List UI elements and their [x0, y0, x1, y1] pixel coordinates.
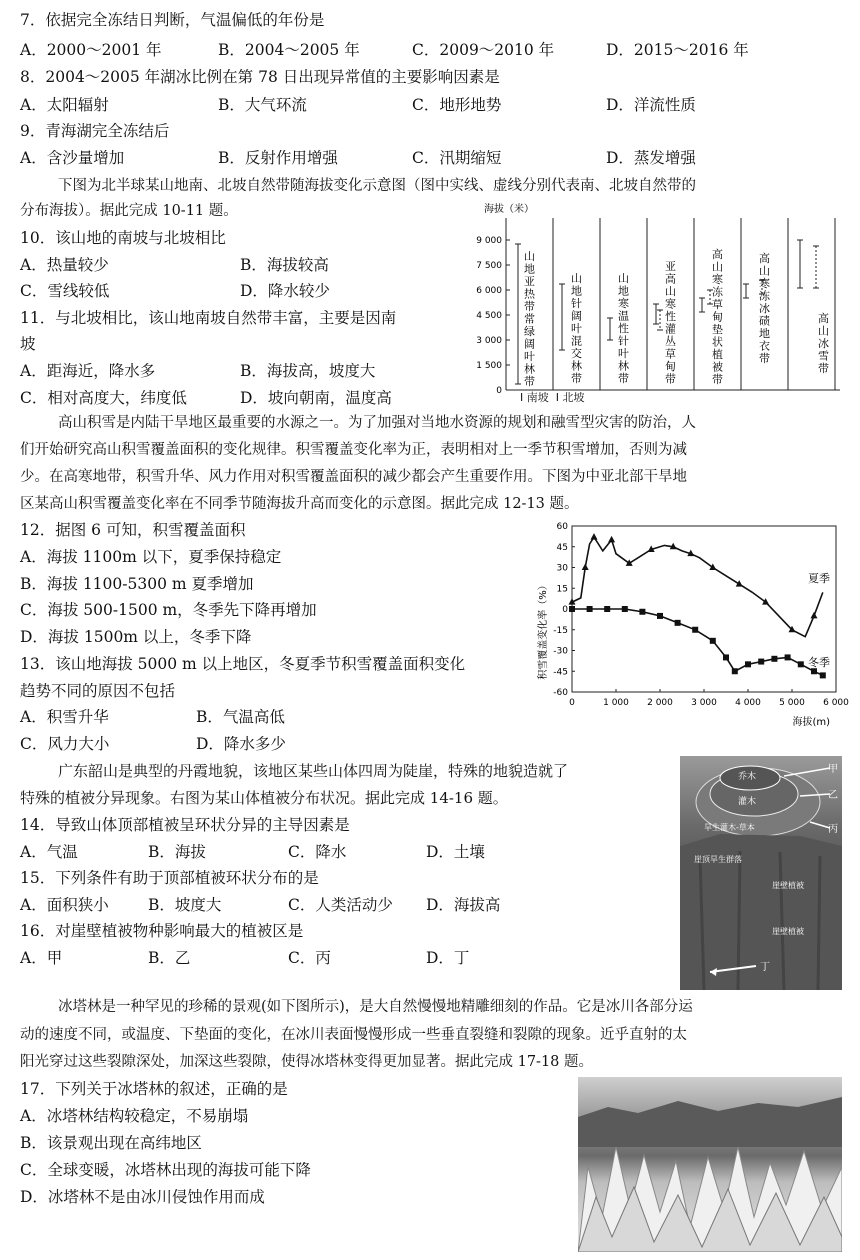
- chart-ytick-label: 0: [562, 605, 568, 615]
- chart-ylabel: 积雪覆盖变化率（%）: [538, 580, 549, 680]
- summer-point: [709, 564, 716, 571]
- chart-ytick-label: -30: [553, 646, 568, 657]
- winter-point: [710, 638, 716, 644]
- q15-option-b: B．坡度大: [148, 896, 222, 914]
- q16-option-c: C．丙: [288, 949, 331, 967]
- cliff-wall-label-1: 崖壁植被: [772, 881, 804, 890]
- chart-ytick-label: 60: [556, 522, 568, 532]
- chart-ytick-label: -15: [553, 625, 568, 636]
- winter-point: [657, 613, 663, 619]
- belt-label: 高山寒冻冰碛地衣带: [759, 252, 770, 365]
- chart-xlabel: 海拔(m): [792, 717, 830, 728]
- intro3-line2: 特殊的植被分异现象。右图为某山体植被分布状况。据此完成 14-16 题。: [20, 789, 508, 807]
- tag-ding: 丁: [760, 962, 770, 973]
- q7-option-c: C．2009～2010 年: [412, 41, 555, 59]
- fig1-legend: [520, 388, 585, 408]
- chart-ytick-label: -60: [553, 688, 568, 698]
- chart-ytick-label: 45: [556, 542, 568, 553]
- q10-option-a: A．热量较少: [20, 256, 109, 274]
- q17-option-a: A．冰塔林结构较稳定，不易崩塌: [20, 1107, 249, 1125]
- q15-option-c: C．人类活动少: [288, 896, 393, 914]
- tag-bing: 丙: [828, 824, 838, 835]
- q14-option-c: C．降水: [288, 843, 347, 861]
- q14-option-b: B．海拔: [148, 843, 206, 861]
- chart-ytick-label: -45: [553, 667, 568, 678]
- ice-pinnacle-photo: [578, 1077, 842, 1252]
- winter-point: [820, 672, 826, 678]
- tag-jia: 甲: [828, 764, 838, 775]
- fig1-ytick-label: 0: [496, 386, 502, 396]
- q11-option-b: B．海拔高，坡度大: [240, 362, 376, 380]
- winter-point: [622, 606, 628, 612]
- fig1-legend-south: 南坡: [526, 391, 549, 404]
- winter-point: [811, 668, 817, 674]
- chart-xtick-label: 5 000: [779, 698, 805, 708]
- intro4-line1: 冰塔林是一种罕见的珍稀的景观(如下图所示)，是大自然慢慢地精雕细刻的作品。它是冰川各部分运: [58, 999, 693, 1015]
- q11-option-d: D．坡向朝南，温度高: [240, 389, 392, 407]
- north-slope-legend-icon: Ι: [555, 391, 559, 404]
- q15-option-a: A．面积狭小: [20, 896, 109, 914]
- series-line-summer: [572, 537, 823, 637]
- q8-option-d: D．洋流性质: [606, 96, 696, 114]
- q17-option-c: C．全球变暖，冰塔林出现的海拔可能下降: [20, 1161, 311, 1179]
- q17-stem: 17．下列关于冰塔林的叙述，正确的是: [20, 1080, 288, 1098]
- q10-stem: 10．该山地的南坡与北坡相比: [20, 229, 226, 247]
- chart-xtick-label: 1 000: [603, 698, 629, 708]
- south-slope-legend-icon: Ι: [520, 391, 524, 404]
- fig1-ytick-label: 7 500: [476, 261, 502, 271]
- snow-cover-chart: [530, 520, 850, 732]
- q13-stem-line1: 13．该山地海拔 5000 m 以上地区，冬夏季节积雪覆盖面积变化: [20, 655, 466, 673]
- winter-point: [798, 661, 804, 667]
- belt-label: 山地针阔叶混交林带: [571, 272, 582, 385]
- chart-xtick-label: 3 000: [691, 698, 717, 708]
- fig1-legend-north: 北坡: [562, 391, 585, 404]
- winter-point: [771, 656, 777, 662]
- chart-xtick-label: 0: [569, 698, 575, 708]
- cliff-top-label: 崖顶旱生群落: [694, 855, 742, 864]
- intro2-line4: 区某高山积雪覆盖变化率在不同季节随海拔升高而变化的示意图。据此完成 12-13 题。: [20, 496, 579, 512]
- fig1-ylabel: 海拔（米）: [484, 204, 534, 215]
- chart-xtick-label: 4 000: [735, 698, 761, 708]
- q9-option-c: C．汛期缩短: [412, 149, 502, 167]
- q7-stem: 7．依据完全冻结日判断，气温偏低的年份是: [20, 11, 325, 29]
- cliff-wall-label-2: 崖壁植被: [772, 927, 804, 936]
- belt-label: 高山冰雪带: [818, 312, 829, 375]
- tag-yi: 乙: [828, 790, 838, 801]
- ring-label-dry-shrub-herb: 旱生灌木-草本: [704, 823, 755, 832]
- q9-stem: 9．青海湖完全冻结后: [20, 122, 170, 140]
- q10-option-c: C．雪线较低: [20, 282, 110, 300]
- fig1-ytick-label: 4 500: [476, 311, 502, 321]
- series-label-summer: 夏季: [808, 572, 830, 585]
- summer-point: [591, 533, 598, 540]
- fig1-ytick-label: 6 000: [476, 286, 502, 296]
- q14-option-a: A．气温: [20, 843, 78, 861]
- summer-point: [762, 598, 769, 605]
- belt-label: 高山寒冻草甸垫状植被带: [712, 248, 723, 386]
- winter-point: [604, 606, 610, 612]
- winter-point: [569, 606, 575, 612]
- intro4-line2: 动的速度不同，或温度、下垫面的变化，在冰川表面慢慢形成一些垂直裂缝和裂隙的现象。近乎直射的太: [20, 1027, 687, 1043]
- danxia-mountain-photo: [680, 756, 842, 990]
- fig1-ytick-label: 9 000: [476, 236, 502, 246]
- natural-belt-figure: [470, 200, 850, 400]
- winter-point: [732, 668, 738, 674]
- winter-point: [639, 609, 645, 615]
- series-line-winter: [572, 609, 823, 675]
- q16-option-b: B．乙: [148, 949, 191, 967]
- intro4-line3: 阳光穿过这些裂隙深处，加深这些裂隙，使得冰塔林变得更加显著。据此完成 17-18 题。: [20, 1054, 594, 1070]
- belt-label: 亚高山寒性灌丛草甸带: [665, 260, 676, 386]
- q10-option-b: B．海拔较高: [240, 256, 329, 274]
- chart-xtick-label: 6 000: [823, 698, 849, 708]
- q11-option-c: C．相对高度大，纬度低: [20, 389, 187, 407]
- ring-label-shrubs: 灌木: [738, 797, 757, 807]
- q12-option-d: D．海拔 1500m 以上，冬季下降: [20, 628, 252, 646]
- series-label-winter: 冬季: [808, 656, 830, 669]
- intro3-line1: 广东韶山是典型的丹霞地貌，该地区某些山体四周为陡崖，特殊的地貌造就了: [58, 762, 569, 780]
- q8-option-b: B．大气环流: [218, 96, 307, 114]
- q10-option-d: D．降水较少: [240, 282, 330, 300]
- winter-point: [723, 654, 729, 660]
- belt-label: 山地寒温性针叶林带: [618, 272, 629, 385]
- q8-stem: 8．2004～2005 年湖冰比例在第 78 日出现异常值的主要影响因素是: [20, 68, 500, 86]
- q15-stem: 15．下列条件有助于顶部植被环状分布的是: [20, 869, 319, 887]
- intro1-line2: 分布海拔）。据此完成 10-11 题。: [20, 203, 238, 219]
- intro2-line2: 们开始研究高山积雪覆盖面积的变化规律。积雪覆盖变化率为正，表明相对上一季节积雪增加，否则为减: [20, 442, 687, 458]
- q13-option-a: A．积雪升华: [20, 708, 109, 726]
- winter-point: [587, 606, 593, 612]
- winter-point: [675, 620, 681, 626]
- q9-option-d: D．蒸发增强: [606, 149, 696, 167]
- fig1-ytick-label: 1 500: [476, 361, 502, 371]
- q12-option-b: B．海拔 1100-5300 m 夏季增加: [20, 575, 254, 593]
- q11-stem-line1: 11．与北坡相比，该山地南坡自然带丰富，主要是因南: [20, 309, 397, 327]
- q16-stem: 16．对崖壁植被物种影响最大的植被区是: [20, 922, 304, 940]
- q7-option-b: B．2004～2005 年: [218, 41, 360, 59]
- winter-point: [692, 627, 698, 633]
- chart-ytick-label: 30: [556, 563, 568, 574]
- q7-option-d: D．2015～2016 年: [606, 41, 749, 59]
- q12-option-c: C．海拔 500-1500 m，冬季先下降再增加: [20, 601, 317, 619]
- summer-point: [608, 536, 615, 543]
- q7-option-a: A．2000～2001 年: [20, 41, 162, 59]
- intro2-line1: 高山积雪是内陆干旱地区最重要的水源之一。为了加强对当地水资源的规划和融雪型灾害的防治，人: [58, 415, 696, 431]
- chart-ytick-label: 15: [556, 584, 568, 595]
- q17-option-b: B．该景观出现在高纬地区: [20, 1134, 202, 1152]
- summer-point: [582, 564, 589, 571]
- winter-point: [758, 659, 764, 665]
- q13-option-b: B．气温高低: [196, 708, 285, 726]
- chart-xtick-label: 2 000: [647, 698, 673, 708]
- q13-option-c: C．风力大小: [20, 735, 110, 753]
- q9-option-b: B．反射作用增强: [218, 149, 338, 167]
- q17-option-d: D．冰塔林不是由冰川侵蚀作用而成: [20, 1188, 265, 1206]
- q14-stem: 14．导致山体顶部植被呈环状分异的主导因素是: [20, 816, 350, 834]
- q13-option-d: D．降水多少: [196, 735, 286, 753]
- q15-option-d: D．海拔高: [426, 896, 501, 914]
- q13-stem-line2: 趋势不同的原因不包括: [20, 682, 176, 700]
- fig1-ytick-label: 3 000: [476, 336, 502, 346]
- q8-option-a: A．太阳辐射: [20, 96, 109, 114]
- q12-stem: 12．据图 6 可知，积雪覆盖面积: [20, 521, 246, 539]
- q9-option-a: A．含沙量增加: [20, 149, 125, 167]
- winter-point: [745, 661, 751, 667]
- intro1-line1: 下图为北半球某山地南、北坡自然带随海拔变化示意图（图中实线、虚线分别代表南、北坡自然带的: [58, 178, 696, 194]
- winter-point: [785, 654, 791, 660]
- q16-option-d: D．丁: [426, 949, 470, 967]
- summer-point: [811, 612, 818, 619]
- q12-option-a: A．海拔 1100m 以下，夏季保持稳定: [20, 548, 282, 566]
- q14-option-d: D．土壤: [426, 843, 485, 861]
- q11-stem-line2: 坡: [20, 335, 36, 353]
- belt-label: 山地亚热带常绿阔叶林带: [524, 250, 535, 388]
- ring-label-trees: 乔木: [738, 772, 757, 782]
- q11-option-a: A．距海近，降水多: [20, 362, 156, 380]
- q16-option-a: A．甲: [20, 949, 63, 967]
- q8-option-c: C．地形地势: [412, 96, 502, 114]
- intro2-line3: 少。在高寒地带，积雪升华、风力作用对积雪覆盖面积的减少都会产生重要作用。下图为中亚北部干旱地: [20, 469, 687, 485]
